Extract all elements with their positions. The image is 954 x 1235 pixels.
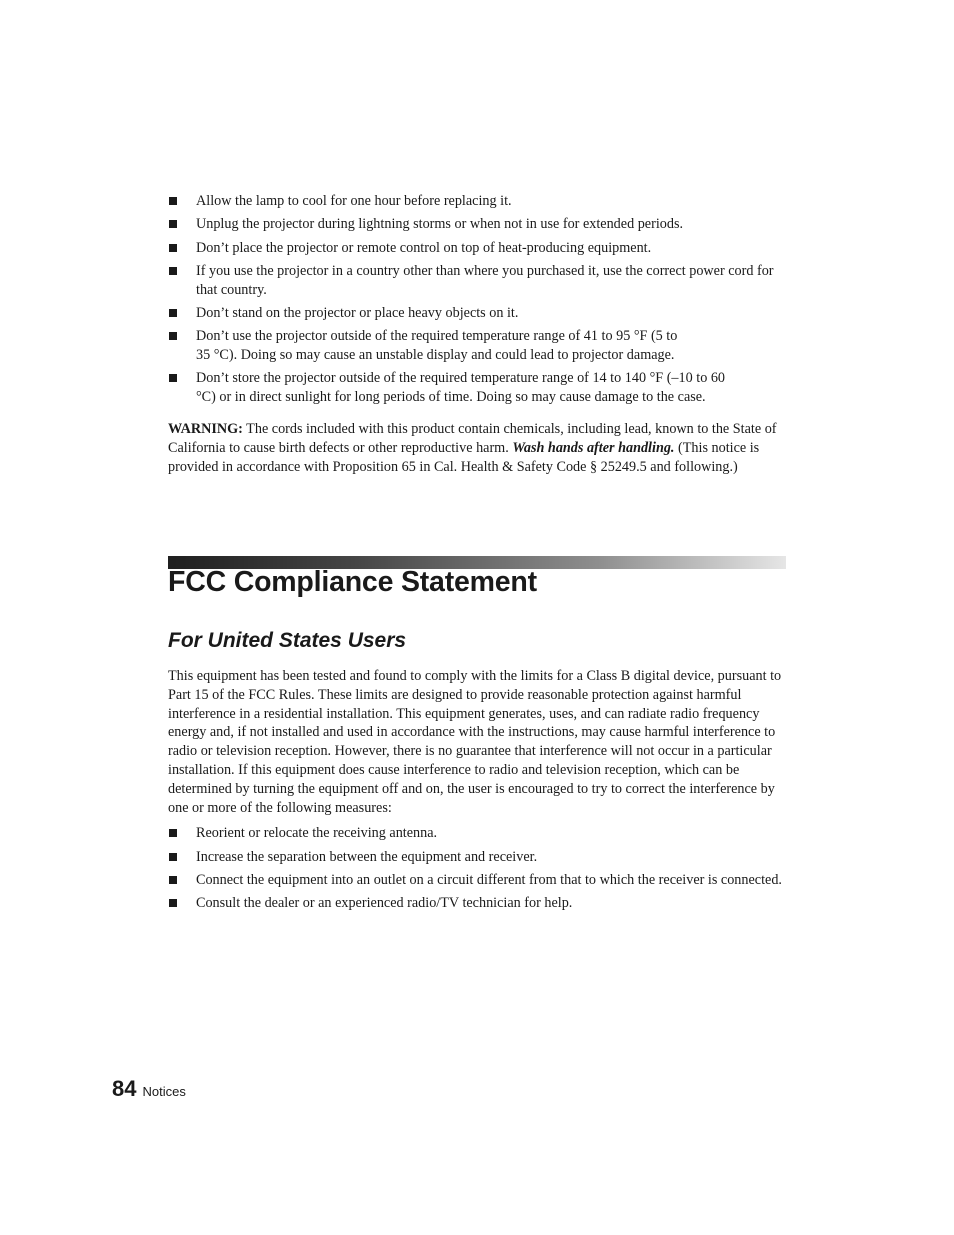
square-bullet-icon xyxy=(169,332,177,340)
fcc-bullet-list xyxy=(168,824,786,913)
square-bullet-icon xyxy=(169,899,177,907)
list-item-text: Connect the equipment into an outlet on a circuit different from that to which the receiver is connected. xyxy=(196,871,782,888)
page-title: FCC Compliance Statement xyxy=(168,566,537,598)
list-item xyxy=(168,894,786,913)
square-bullet-icon xyxy=(169,829,177,837)
list-item-text: Increase the separation between the equipment and receiver. xyxy=(196,848,538,865)
list-item xyxy=(168,871,786,890)
safety-section xyxy=(168,192,786,476)
section-name: Notices xyxy=(142,1084,186,1099)
list-item xyxy=(168,848,786,867)
page-footer xyxy=(112,1076,186,1102)
square-bullet-icon xyxy=(169,220,177,228)
list-item xyxy=(168,215,786,234)
list-item xyxy=(168,304,786,323)
list-item xyxy=(168,327,786,365)
list-item-text: Don’t store the projector outside of the required temperature range of 14 to 140 °F (–10 to 60 °C) or in direct sunlight for long periods of time. Doing so may cause damage to the case. xyxy=(196,370,726,406)
warning-label: WARNING: xyxy=(168,420,243,437)
square-bullet-icon xyxy=(169,197,177,205)
square-bullet-icon xyxy=(169,267,177,275)
warning-text-after: (This notice is provided in accordance with Proposition 65 in Cal. Health & Safety Code § 25249.5 and following.) xyxy=(168,439,760,475)
square-bullet-icon xyxy=(169,853,177,861)
list-item-text: Reorient or relocate the receiving antenna. xyxy=(196,825,438,842)
square-bullet-icon xyxy=(169,244,177,252)
list-item-text: Don’t place the projector or remote control on top of heat-producing equipment. xyxy=(196,239,652,256)
list-item-text: Unplug the projector during lightning storms or when not in use for extended periods. xyxy=(196,216,684,233)
warning-text: The cords included with this product contain chemicals, including lead, known to the State of California to cause birth defects or other reproductive harm. xyxy=(168,420,777,456)
list-item xyxy=(168,192,786,211)
list-item xyxy=(168,262,786,300)
list-item-text: Don’t stand on the projector or place heavy objects on it. xyxy=(196,304,519,321)
fcc-paragraph: This equipment has been tested and found to comply with the limits for a Class B digital device, pursuant to Part 15 of the FCC Rules. These limits are designed to provide reasonable protection against harmful interference in a residential installation. This equipment generates, uses, and can radiate radio frequency energy and, if not installed and used in accordance with the instructions, may cause harmful interference to radio or television reception. However, there is no guarantee that interference will not occur in a particular installation. If this equipment does cause interference to radio and television reception, which can be determined by turning the equipment off and on, the user is encouraged to try to correct the interference by one or more of the following measures: xyxy=(168,668,782,816)
warning-emphasis: Wash hands after handling. xyxy=(512,439,675,456)
square-bullet-icon xyxy=(169,876,177,884)
fcc-section xyxy=(168,667,786,918)
list-item-text: Don’t use the projector outside of the required temperature range of 41 to 95 °F (5 to 35 °C). Doing so may cause an unstable display and could lead to projector damage. xyxy=(196,328,678,364)
list-item-text: If you use the projector in a country other than where you purchased it, use the correct power cord for that country. xyxy=(196,262,774,298)
warning-paragraph xyxy=(168,420,786,476)
square-bullet-icon xyxy=(169,374,177,382)
square-bullet-icon xyxy=(169,309,177,317)
safety-bullet-list xyxy=(168,192,786,407)
section-subtitle: For United States Users xyxy=(168,629,407,652)
list-item-text: Consult the dealer or an experienced radio/TV technician for help. xyxy=(196,895,573,912)
list-item xyxy=(168,824,786,843)
page-number: 84 xyxy=(112,1076,137,1101)
list-item-text: Allow the lamp to cool for one hour before replacing it. xyxy=(196,193,512,209)
list-item xyxy=(168,369,786,407)
list-item xyxy=(168,239,786,258)
